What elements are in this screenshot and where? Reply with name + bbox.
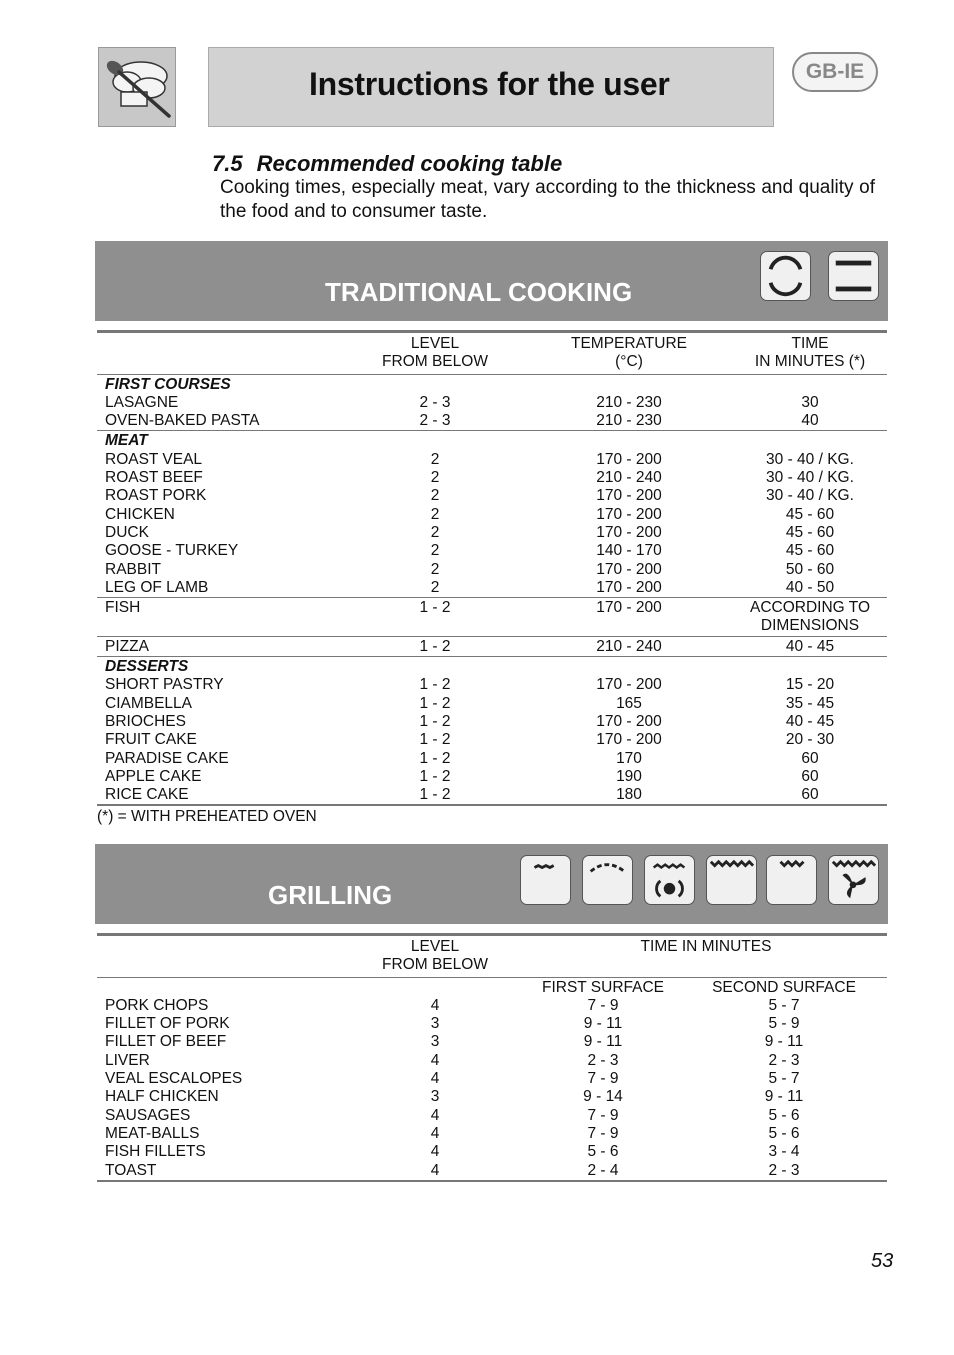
page-title: Instructions for the user (309, 66, 670, 102)
language-badge: GB-IE (792, 52, 878, 92)
section-number: 7.5 (212, 151, 243, 176)
table-row: BRIOCHES 1 - 2 170 - 200 40 - 45 (105, 712, 835, 730)
table-row: FRUIT CAKE 1 - 2 170 - 200 20 - 30 (105, 731, 835, 749)
table-row: APPLE CAKE 1 - 2 190 60 (105, 767, 819, 785)
table-row: ROAST VEAL 2 170 - 200 30 - 40 / KG. (105, 450, 854, 468)
col-first-surface: FIRST SURFACE (541, 978, 664, 996)
top-bottom-element-icon (828, 251, 879, 301)
table-row: TOAST 4 2 - 4 2 - 3 (97, 1162, 887, 1181)
col-level-1: LEVEL (345, 935, 525, 957)
col-temp-1: TEMPERATURE (525, 332, 733, 354)
col-time-1: TIME (733, 332, 887, 354)
chef-logo (98, 47, 176, 127)
table-row: ROAST BEEF 2 210 - 240 30 - 40 / KG. (105, 469, 854, 487)
small-grill-element-icon (766, 855, 817, 905)
table-row: DIMENSIONS (760, 617, 860, 635)
section-title: Recommended cooking table (256, 151, 563, 176)
traditional-cooking-band (95, 241, 888, 321)
table-row: LASAGNE 2 - 3 210 - 230 30 (105, 393, 819, 411)
grilling-table (97, 933, 887, 1182)
table-row: DUCK 2 170 - 200 45 - 60 (105, 523, 835, 541)
table-row: PARADISE CAKE 1 - 2 170 60 (105, 749, 819, 767)
header-bar (208, 47, 774, 127)
table-row: FILLET OF BEEF 3 9 - 11 9 - 11 (105, 1033, 804, 1051)
col-time-2: IN MINUTES (*) (733, 353, 887, 374)
table-row: OVEN-BAKED PASTA 2 - 3 210 - 230 40 (105, 412, 819, 430)
group-first-courses: FIRST COURSES (105, 375, 231, 393)
col-time-in-minutes: TIME IN MINUTES (525, 935, 887, 957)
table-row: GOOSE - TURKEY 2 140 - 170 45 - 60 (105, 542, 835, 560)
table-row: RICE CAKE 1 - 2 180 60 (97, 786, 887, 805)
table-row: HALF CHICKEN 3 9 - 14 9 - 11 (105, 1088, 804, 1106)
top-bottom-heat-icon (760, 251, 811, 301)
intro-paragraph: Cooking times, especially meat, vary according to the thickness and quality of the food and to consumer taste. (220, 177, 875, 222)
table-row: MEAT-BALLS 4 7 - 9 5 - 6 (105, 1124, 800, 1142)
col-level-2: FROM BELOW (345, 353, 525, 374)
chef-spoon-icon (99, 48, 176, 127)
table-row: VEAL ESCALOPES 4 7 - 9 5 - 7 (105, 1070, 800, 1088)
table-row: ROAST PORK 2 170 - 200 30 - 40 / KG. (105, 487, 854, 505)
table-row: LIVER 4 2 - 3 2 - 3 (105, 1051, 800, 1069)
grilling-title: GRILLING (268, 880, 393, 910)
col-second-surface: SECOND SURFACE (712, 978, 856, 996)
table-row: PORK CHOPS 4 7 - 9 5 - 7 (105, 996, 800, 1014)
preheat-footnote: (*) = WITH PREHEATED OVEN (97, 808, 317, 825)
col-temp-2: (°C) (525, 353, 733, 374)
traditional-cooking-title: TRADITIONAL COOKING (325, 277, 633, 307)
col-level-2: FROM BELOW (345, 956, 525, 977)
table-row: FILLET OF PORK 3 9 - 11 5 - 9 (105, 1015, 800, 1033)
table-row: LEG OF LAMB 2 170 - 200 40 - 50 (105, 578, 835, 596)
table-row: SHORT PASTRY 1 - 2 170 - 200 15 - 20 (105, 676, 835, 694)
group-meat: MEAT (97, 431, 345, 451)
table-row: FISH 1 - 2 170 - 200 ACCORDING TO (97, 598, 887, 618)
fan-grill-icon (644, 855, 695, 905)
page-number: 53 (871, 1250, 894, 1272)
table-row: CHICKEN 2 170 - 200 45 - 60 (105, 505, 835, 523)
table-row: CIAMBELLA 1 - 2 165 35 - 45 (105, 694, 835, 712)
table-row: PIZZA 1 - 2 210 - 240 40 - 45 (97, 636, 887, 656)
wide-grill-element-icon (706, 855, 757, 905)
col-level-1: LEVEL (345, 332, 525, 354)
group-desserts: DESSERTS (97, 657, 345, 677)
table-row: FISH FILLETS 4 5 - 6 3 - 4 (105, 1143, 800, 1161)
fan-with-grill-icon (828, 855, 879, 905)
table-row: RABBIT 2 170 - 200 50 - 60 (105, 560, 835, 578)
traditional-cooking-table (97, 330, 887, 806)
section-heading (212, 151, 562, 177)
full-grill-icon (582, 855, 633, 905)
grilling-band (95, 844, 888, 924)
half-grill-icon (520, 855, 571, 905)
table-row: SAUSAGES 4 7 - 9 5 - 6 (105, 1106, 800, 1124)
